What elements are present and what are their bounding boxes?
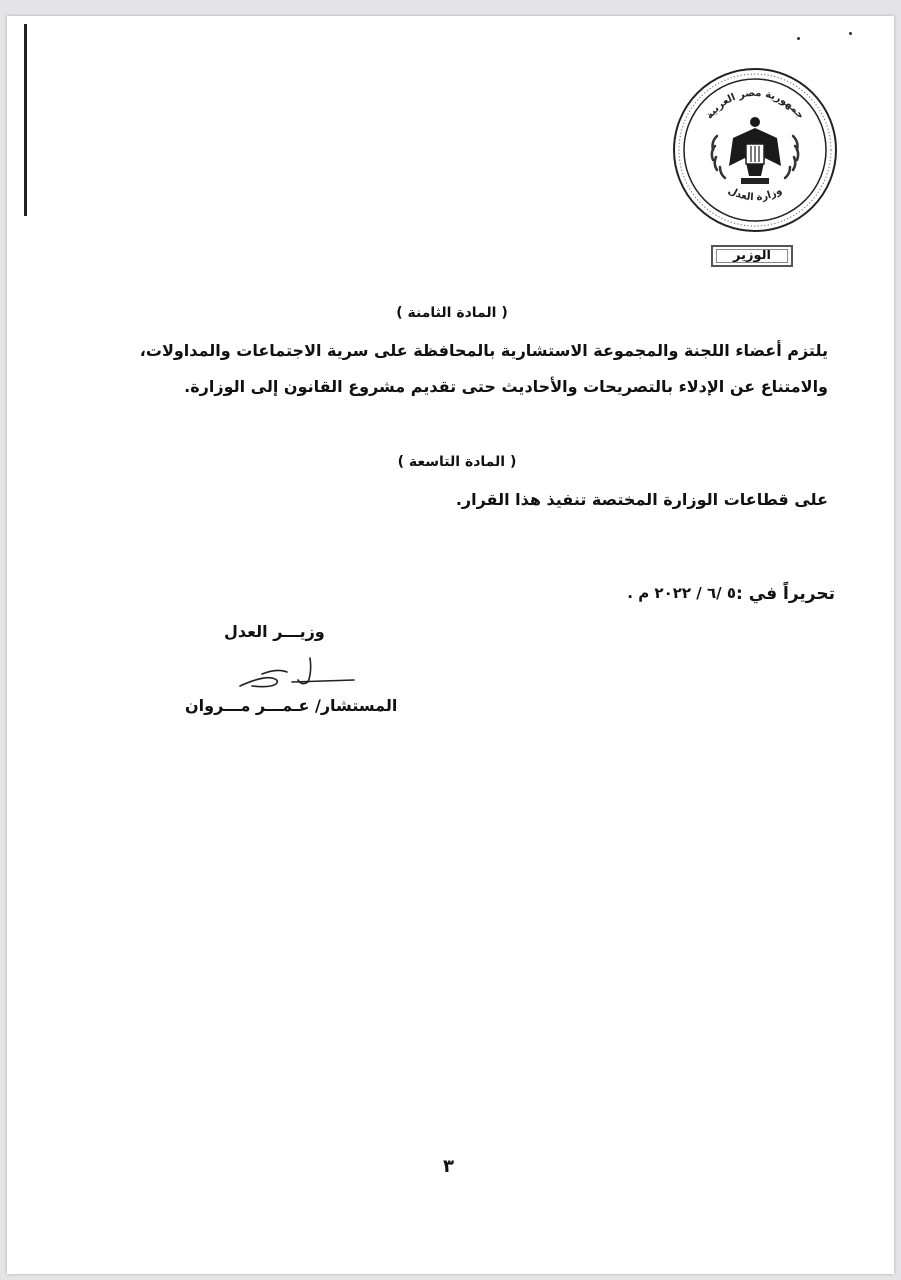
ministry-seal <box>671 66 839 234</box>
article-9-line-1: على قطاعات الوزارة المختصة تنفيذ هذا القرار. <box>455 490 828 509</box>
article-8-heading: ( المادة الثامنة ) <box>396 305 508 321</box>
seal-top-text: جمهورية مصر العربية <box>703 87 806 122</box>
signatory-title: وزيـــر العدل <box>224 622 325 641</box>
article-8-line-2: والامتناع عن الإدلاء بالتصريحات والأحاديث حتى تقديم مشروع القانون إلى الوزارة. <box>184 377 828 396</box>
scan-dot <box>797 37 800 40</box>
minister-label: الوزير <box>733 248 771 263</box>
article-9-heading: ( المادة التاسعة ) <box>397 454 517 470</box>
minister-label-box <box>711 245 793 267</box>
page-number: ٣ <box>443 1156 454 1177</box>
seal-bottom-text: وزارة العدل <box>726 185 784 204</box>
signatory-name: المستشار/ عـمـــر مـــروان <box>185 696 398 715</box>
issued-date: ٥ /٦ / ٢٠٢٢ م . <box>627 584 736 602</box>
margin-line <box>24 24 27 216</box>
issued-label: تحريراً في : <box>736 584 835 604</box>
article-8-line-1: يلتزم أعضاء اللجنة والمجموعة الاستشارية بالمحافظة على سرية الاجتماعات والمداولات، <box>139 341 828 360</box>
scan-dot <box>849 32 852 35</box>
handwritten-signature <box>232 656 362 696</box>
document-page <box>7 16 894 1274</box>
svg-text:جمهورية مصر العربية <box>704 88 806 122</box>
svg-text:وزارة العدل <box>726 185 784 203</box>
